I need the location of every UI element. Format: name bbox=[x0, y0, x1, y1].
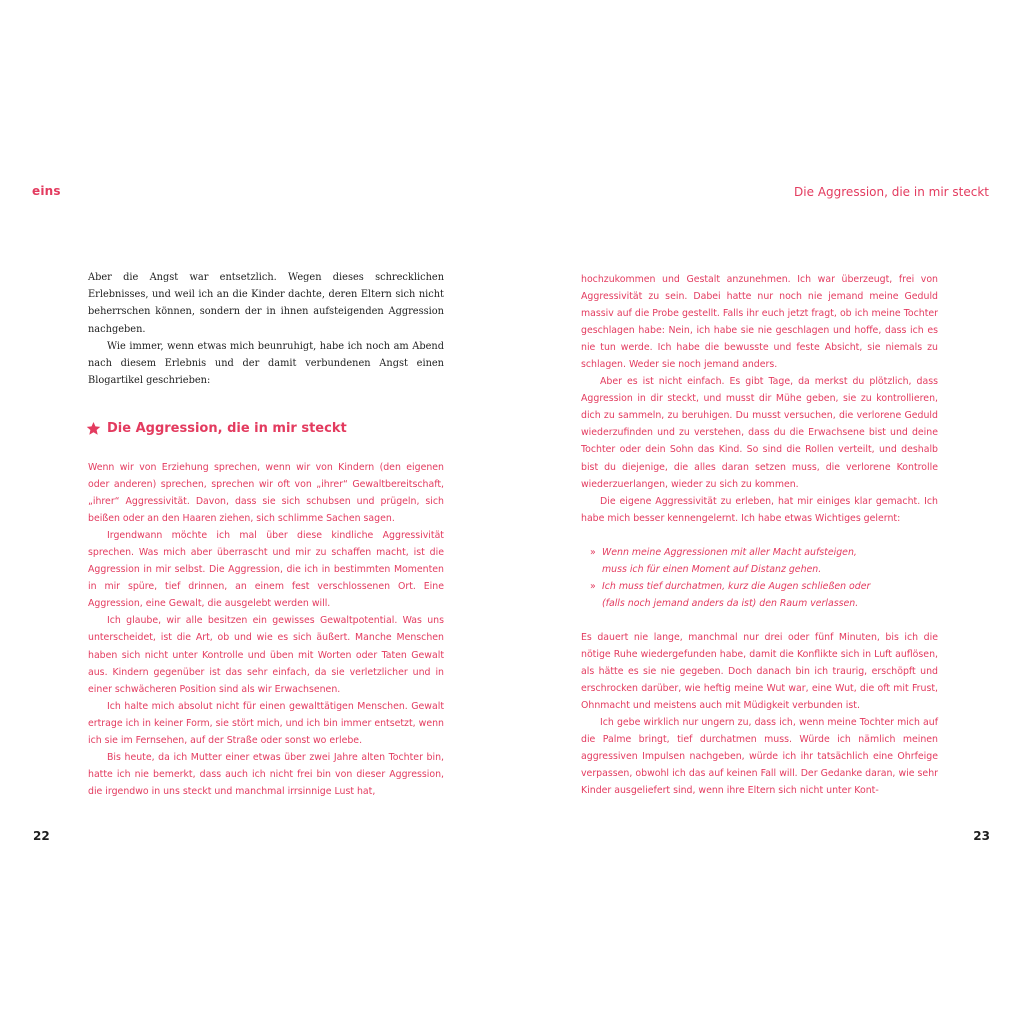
page-number-left: 22 bbox=[33, 829, 50, 843]
quote-line: muss ich für einen Moment auf Distanz gehen. bbox=[602, 564, 822, 576]
body-paragraph: Ich halte mich absolut nicht für einen gewalttätigen Menschen. Gewalt ertrage ich in keiner Form, sie stört mich, und ich bin immer entsetzt, wenn ich sie im Fernsehen, auf der Straße oder sonst wo erlebe. bbox=[88, 700, 444, 746]
section-heading bbox=[86, 421, 456, 436]
intro-text bbox=[88, 269, 444, 389]
body-paragraph: hochzukommen und Gestalt anzunehmen. Ich war überzeugt, frei von Aggressivität zu sein. Dabei hatte nur noch nie jemand meine Geduld massiv auf die Probe gestellt. Falls ihr euch jetzt fragt, ob ich meine Tochter geschlagen habe: Nein, ich habe sie nie geschlagen und hoffe, dass ich es nie tun werde. Ich habe die bewusste und feste Absicht, sie niemals zu schlagen. Weder sie noch jemand anders. bbox=[581, 274, 938, 371]
section-heading-text: Die Aggression, die in mir steckt bbox=[107, 421, 347, 436]
quote-line: Ich muss tief durchatmen, kurz die Augen schließen oder bbox=[602, 581, 871, 593]
quote-list bbox=[590, 544, 938, 612]
body-paragraph: Wenn wir von Erziehung sprechen, wenn wir von Kindern (den eigenen oder anderen) sprechen, sprechen wir oft von „ihrer“ Gewaltbereitschaft, „ihrer“ Aggressivität. Davon, dass sie sich schubsen und prügeln, sich beißen oder an den Haaren ziehen, sich schlimme Sachen sagen. bbox=[88, 462, 444, 525]
right-body-text-bottom bbox=[581, 629, 938, 799]
body-paragraph: Ich gebe wirklich nur ungern zu, dass ich, wenn meine Tochter mich auf die Palme bringt, tief durchatmen muss. Würde ich nämlich meinen aggressiven Impulsen nachgeben, würde ich ihr tatsächlich eine Ohrfeige verpassen, obwohl ich das auf keinen Fall will. Der Gedanke daran, wie sehr Kinder ausgeliefert sind, wenn ihre Eltern sich nicht unter Kont- bbox=[581, 717, 938, 797]
chapter-label: eins bbox=[32, 184, 61, 198]
page-number-right: 23 bbox=[973, 829, 990, 843]
body-paragraph: Aber es ist nicht einfach. Es gibt Tage, da merkst du plötzlich, dass Aggression in dir steckt, und musst dir Mühe geben, sie zu kontrollieren, dich zu sammeln, zu beruhigen. Du musst versuchen, die verlorene Geduld wiederzufinden und zu verstehen, dass du die Erwachsene bist und deine Tochter oder dein Sohn das Kind. So sind die Rollen verteilt, und deshalb bist du diejenige, die alles daran setzen muss, die verlorene Kontrolle wiederzuerlangen, wieder zu sich zu kommen. bbox=[581, 376, 938, 490]
body-paragraph: Die eigene Aggressivität zu erleben, hat mir einiges klar gemacht. Ich habe mich besser kennengelernt. Ich habe etwas Wichtiges gelernt: bbox=[581, 495, 938, 524]
body-paragraph: Es dauert nie lange, manchmal nur drei oder fünf Minuten, bis ich die nötige Ruhe wiedergefunden habe, damit die Konflikte sich in Luft auflösen, als hätte es sie nie gegeben. Doch danach bin ich traurig, erschöpft und erschrocken darüber, wie heftig meine Wut war, eine Wut, die oft mit Frust, Ohnmacht und meistens auch mit Müdigkeit verbunden ist. bbox=[581, 632, 938, 712]
quote-line: Wenn meine Aggressionen mit aller Macht aufsteigen, bbox=[602, 547, 857, 558]
quote-item bbox=[590, 544, 938, 578]
quote-marker: » bbox=[590, 581, 596, 593]
right-body-text-top bbox=[581, 271, 938, 527]
quote-item bbox=[590, 578, 938, 612]
quote-text bbox=[602, 578, 870, 612]
star-icon bbox=[86, 421, 101, 436]
quote-marker: » bbox=[590, 547, 596, 558]
body-paragraph: Bis heute, da ich Mutter einer etwas über zwei Jahre alten Tochter bin, hatte ich nie bemerkt, dass auch ich nicht frei bin von dieser Aggression, die irgendwo in uns steckt und manchmal irrsinnige Lust hat, bbox=[88, 751, 444, 797]
quote-line: (falls noch jemand anders da ist) den Raum verlassen. bbox=[602, 598, 859, 610]
quote-text bbox=[602, 544, 857, 578]
running-title: Die Aggression, die in mir steckt bbox=[794, 185, 989, 199]
intro-paragraph: Aber die Angst war entsetzlich. Wegen dieses schrecklichen Erlebnisses, und weil ich an die Kinder dachte, deren Eltern sich nicht beherrschen können, sondern der in ihnen aufsteigenden Aggression nachgeben. bbox=[88, 272, 444, 335]
left-body-text bbox=[88, 459, 444, 800]
body-paragraph: Ich glaube, wir alle besitzen ein gewisses Gewaltpotential. Was uns unterscheidet, ist die Art, ob und wie es sich äußert. Manche Menschen haben sich nicht unter Kontrolle und üben mit Worten oder Taten Gewalt aus. Kindern gegenüber ist das sehr einfach, da sie verletzlicher und in einer schwächeren Position sind als wir Erwachsenen. bbox=[88, 615, 444, 695]
intro-paragraph: Wie immer, wenn etwas mich beunruhigt, habe ich noch am Abend nach diesem Erlebnis und der damit verbundenen Angst einen Blogartikel geschrieben: bbox=[88, 340, 444, 387]
body-paragraph: Irgendwann möchte ich mal über diese kindliche Aggressivität sprechen. Was mich aber überrascht und mir zu schaffen macht, ist die Aggression in mir selbst. Die Aggression, die ich in bestimmten Momenten in mir spüre, tief drinnen, an einem fest verschlossenen Ort. Eine Aggression, eine Gewalt, die ausgelebt werden will. bbox=[88, 530, 444, 610]
